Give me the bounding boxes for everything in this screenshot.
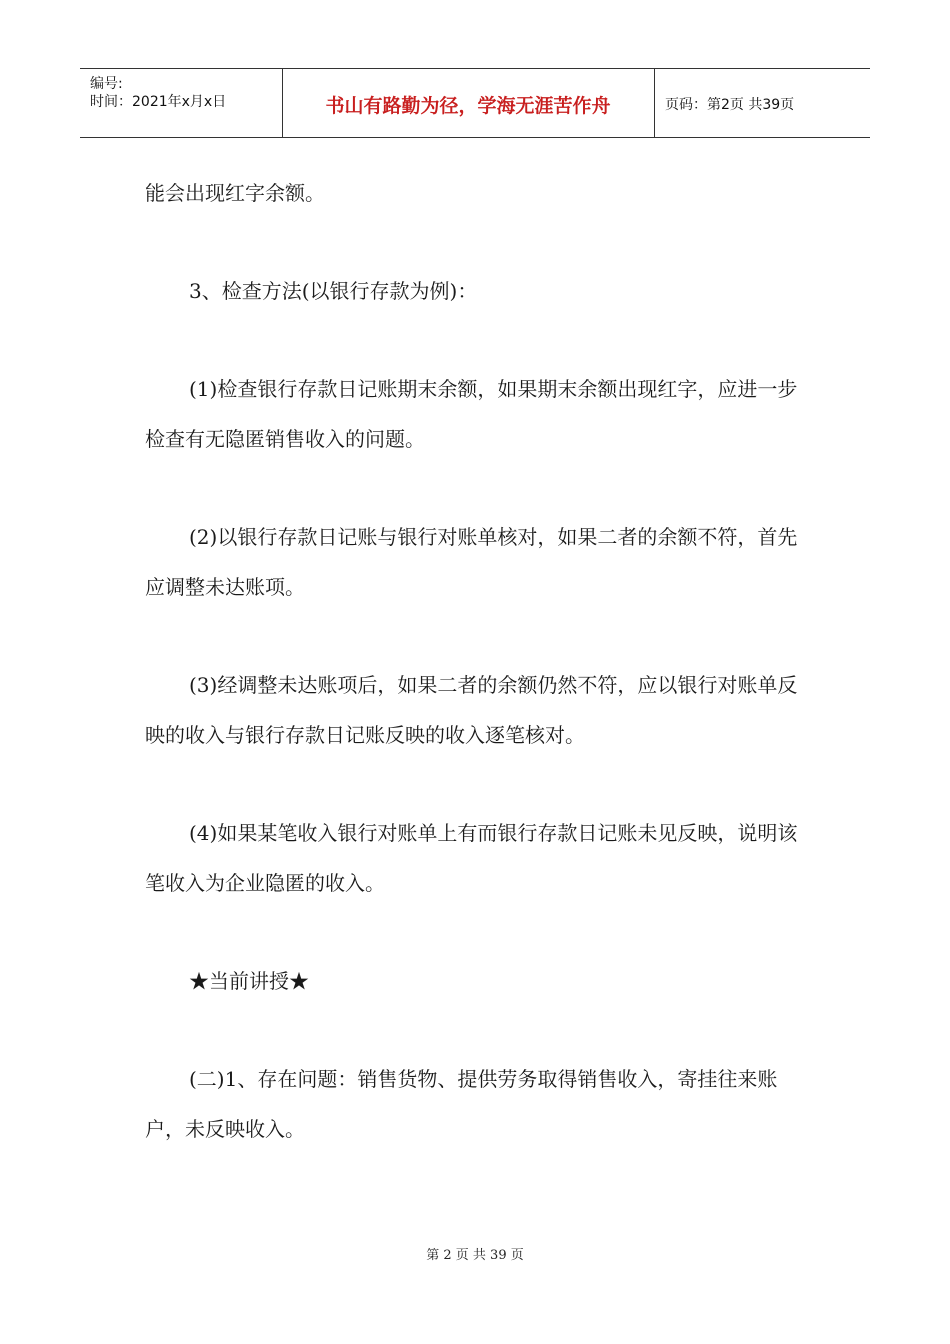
body-paragraph: 能会出现红字余额。	[145, 181, 325, 205]
page-footer: 第 2 页 共 39 页	[426, 1248, 524, 1263]
body-paragraph: (二)1、存在问题：销售货物、提供劳务取得销售收入，寄挂往来账户，未反映收入。	[145, 1067, 778, 1141]
header-page-indicator: 页码：第2页 共39页	[665, 97, 795, 113]
doc-date-label: 时间：2021年x月x日	[90, 94, 227, 110]
doc-number-label: 编号:	[90, 76, 123, 92]
document-body	[145, 168, 810, 1202]
body-paragraph: (4)如果某笔收入银行对账单上有而银行存款日记账未见反映，说明该笔收入为企业隐匿的收入。	[145, 821, 798, 895]
header-page-cell	[655, 69, 870, 137]
page-header	[80, 68, 870, 138]
body-paragraph: (2)以银行存款日记账与银行对账单核对，如果二者的余额不符，首先应调整未达账项。	[145, 525, 798, 599]
header-motto: 书山有路勤为径，学海无涯苦作舟	[325, 95, 611, 117]
section-heading: 3、检查方法(以银行存款为例)：	[189, 279, 478, 303]
lecture-marker: ★当前讲授★	[189, 969, 309, 993]
header-motto-cell	[282, 69, 655, 137]
body-paragraph: (3)经调整未达账项后，如果二者的余额仍然不符，应以银行对账单反映的收入与银行存款日记账反映的收入逐笔核对。	[145, 673, 798, 747]
header-info-cell	[80, 69, 283, 137]
body-paragraph: (1)检查银行存款日记账期末余额，如果期末余额出现红字，应进一步检查有无隐匿销售收入的问题。	[145, 377, 798, 451]
